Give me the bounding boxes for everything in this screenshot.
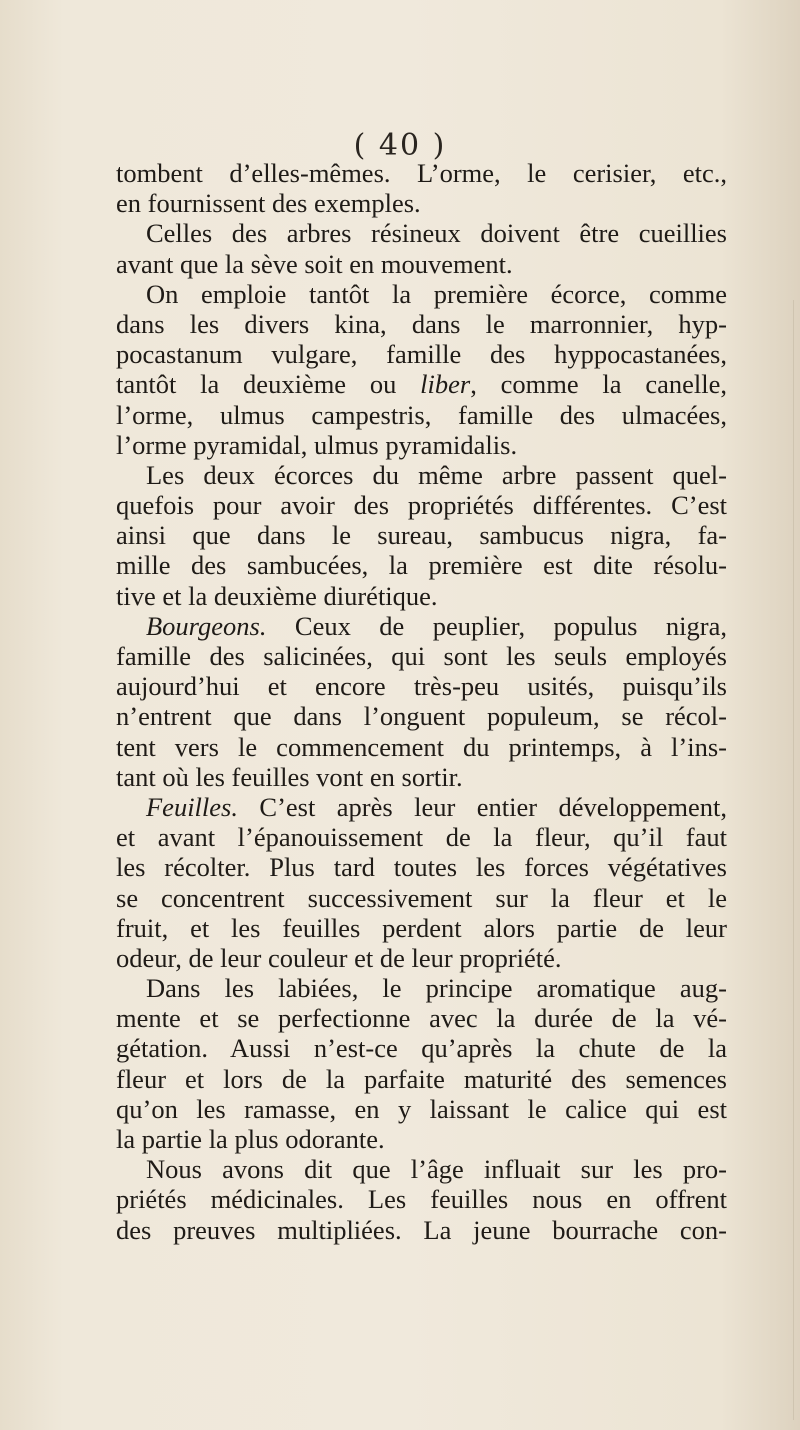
text-line: gétation. Aussi n’est-ce qu’après la chute de la [116, 1033, 727, 1064]
text-line: tant où les feuilles vont en sortir. [116, 761, 463, 792]
text-line: en fournissent des exemples. [116, 188, 421, 219]
text-line: Celles des arbres résineux doivent être cueillies [146, 218, 727, 249]
text-line: la partie la plus odorante. [116, 1124, 385, 1154]
text-segment: tantôt la deuxième ou [116, 369, 421, 400]
text-line: mente et se perfectionne avec la durée de la vé- [116, 1003, 727, 1034]
italic-term: Feuilles. [146, 791, 238, 822]
text-line: ainsi que dans le sureau, sambucus nigra, fa- [116, 520, 727, 551]
text-line: Les deux écorces du même arbre passent quel- [146, 459, 727, 490]
body-text [116, 158, 727, 1245]
text-line: tent vers le commencement du printemps, à l’ins- [116, 731, 727, 762]
text-segment: C’est après leur entier développement, [238, 791, 727, 822]
text-line: l’orme, ulmus campestris, famille des ulmacées, [116, 399, 727, 430]
text-line: dans les divers kina, dans le marronnier, hyp- [116, 308, 727, 339]
text-line [116, 369, 727, 399]
text-line: l’orme pyramidal, ulmus pyramidalis. [116, 429, 518, 460]
text-line: priétés médicinales. Les feuilles nous en offrent [116, 1184, 727, 1215]
page-edge [793, 300, 794, 1420]
text-line: fleur et lors de la parfaite maturité des semences [116, 1063, 727, 1094]
text-line: et avant l’épanouissement de la fleur, qu’il faut [116, 822, 727, 853]
text-line: On emploie tantôt la première écorce, comme [146, 278, 727, 309]
page-number: ( 40 ) [353, 128, 447, 163]
text-line: tive et la deuxième diurétique. [116, 580, 438, 611]
text-line: Nous avons dit que l’âge influait sur les pro- [146, 1154, 727, 1185]
text-line: des preuves multipliées. La jeune bourrache con- [116, 1214, 727, 1245]
italic-term: liber [420, 369, 471, 400]
text-line: mille des sambucées, la première est dite résolu- [116, 550, 727, 581]
text-line: odeur, de leur couleur et de leur propriété. [116, 942, 562, 973]
text-line: avant que la sève soit en mouvement. [116, 248, 513, 279]
text-line: fruit, et les feuilles perdent alors partie de leur [116, 912, 727, 943]
text-line: quefois pour avoir des propriétés différentes. C’est [116, 490, 727, 521]
text-line: aujourd’hui et encore très-peu usités, puisqu’ils [116, 671, 727, 702]
text-line: les récolter. Plus tard toutes les forces végétatives [116, 852, 727, 883]
text-segment: , comme la canelle, [470, 369, 727, 400]
text-line: Dans les labiées, le principe aromatique aug- [146, 973, 727, 1004]
text-line: qu’on les ramasse, en y laissant le calice qui est [116, 1093, 727, 1124]
text-line: se concentrent successivement sur la fleur et le [116, 882, 727, 913]
text-line: famille des salicinées, qui sont les seuls employés [116, 641, 727, 671]
text-line: n’entrent que dans l’onguent populeum, se récol- [116, 701, 727, 732]
italic-term: Bourgeons. [146, 610, 267, 641]
text-segment: Ceux de peuplier, populus nigra, [266, 610, 727, 641]
text-line [116, 611, 727, 641]
text-line [116, 792, 727, 822]
text-line: pocastanum vulgare, famille des hyppocastanées, [116, 339, 727, 370]
text-line: tombent d’elles-mêmes. L’orme, le cerisier, etc., [116, 158, 727, 188]
